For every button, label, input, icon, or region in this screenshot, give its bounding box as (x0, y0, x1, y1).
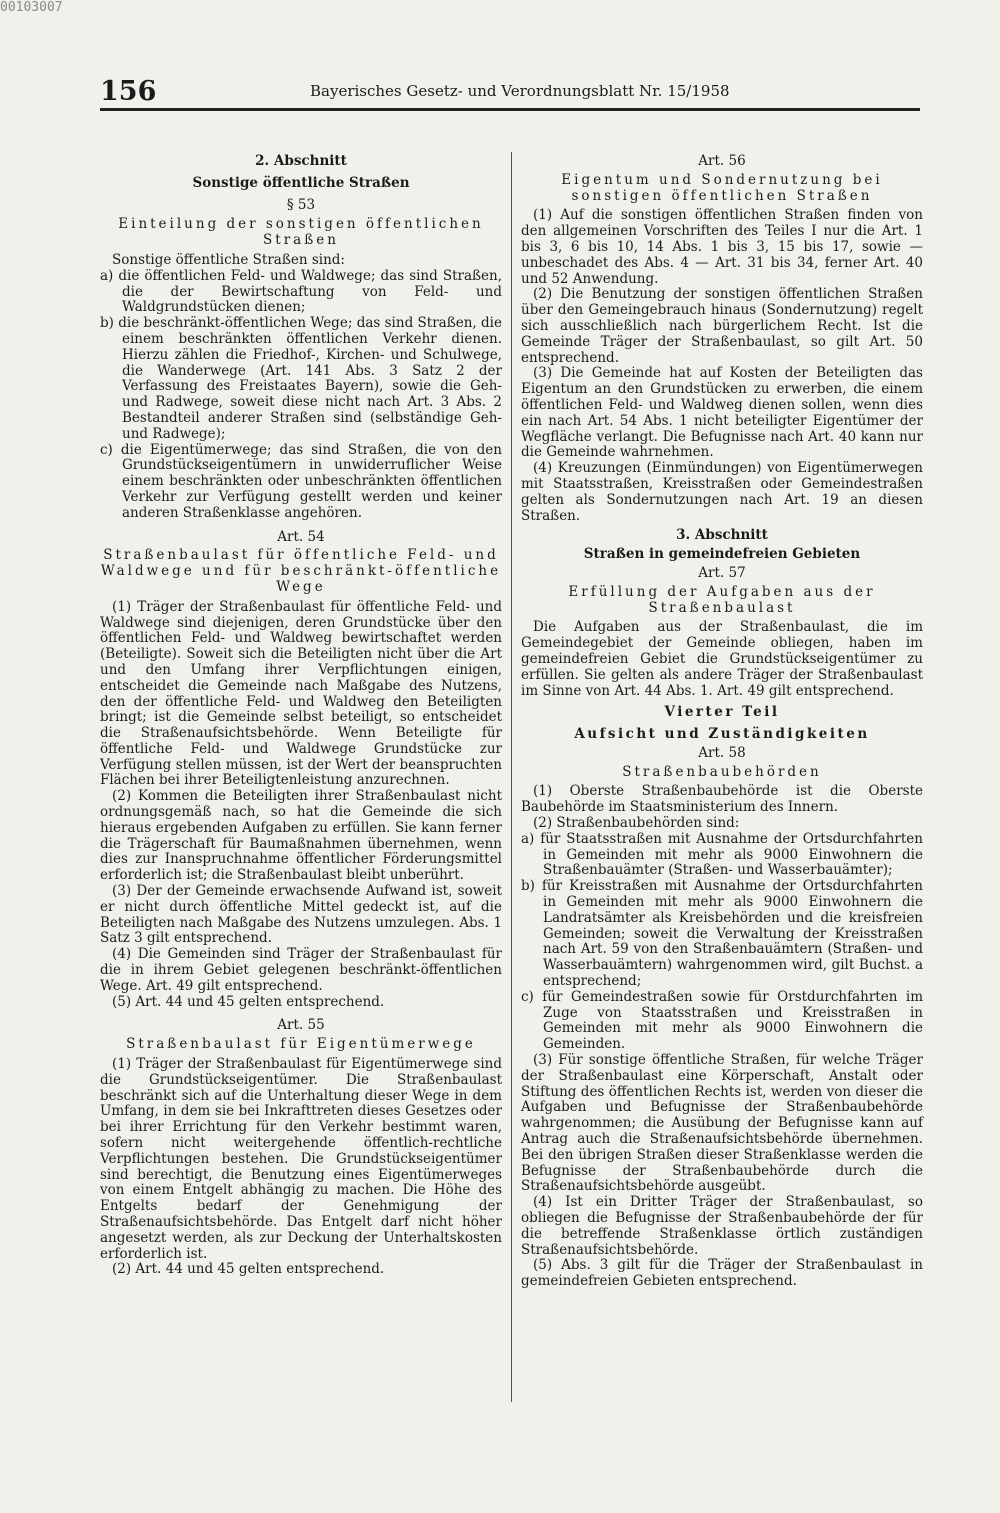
article-title: Straßenbaulast für Eigentümerwege (126, 1036, 476, 1053)
list-item: a) für Staatsstraßen mit Ausnahme der Ortsdurchfahrten in Gemeinden mit mehr als 9000 Einwohnern die Straßenbauämter (Straßen- und Wasserbauämter); (521, 830, 923, 879)
article-paragraph: (2) Straßenbaubehörden sind: (533, 815, 740, 832)
article-paragraph: (4) Ist ein Dritter Träger der Straßenbaulast, so obliegen die Befugnisse der Straßenbaubehörde der für die betreffende Straßenklasse örtlich zuständigen Straßenaufsichtsbehörde. (521, 1194, 923, 1258)
list-item: a) die öffentlichen Feld- und Waldwege; das sind Straßen, die der Bewirtschaftung von Feld- und Waldgrundstücken dienen; (100, 267, 502, 316)
article-paragraph: (5) Abs. 3 gilt für die Träger der Straßenbaulast in gemeindefreien Gebieten entsprechend. (521, 1257, 923, 1290)
article-paragraph: (4) Kreuzungen (Einmündungen) von Eigentümerwegen mit Staatsstraßen, Kreisstraßen oder Gemeindestraßen gelten als Sondernutzungen nach Art. 19 an diesen Straßen. (521, 460, 923, 524)
paragraph-title: Einteilung der sonstigen öffentlichen Straßen (118, 216, 484, 249)
article-title: Straßenbaulast für öffentliche Feld- und Waldwege und für beschränkt-öffentliche Wege (100, 547, 502, 595)
article-heading: Art. 57 (698, 564, 746, 581)
running-title: Bayerisches Gesetz- und Verordnungsblatt Nr. 15/1958 (310, 82, 730, 100)
page-number: 156 (100, 76, 157, 107)
article-paragraph: (1) Auf die sonstigen öffentlichen Straßen finden von den allgemeinen Vorschriften des Teiles I nur die Art. 1 bis 3, 6 bis 10, 14 Abs. 1 bis 3, 15 bis 17, sowie — unbeschadet des Abs. 4 — Art. 31 bis 34, ferner Art. 40 und 52 Anwendung. (521, 207, 923, 287)
article-heading: Art. 54 (277, 528, 325, 545)
left-column (100, 154, 502, 1278)
page-header (100, 76, 920, 111)
part-heading: Vierter Teil (664, 704, 780, 721)
article-paragraph: (2) Art. 44 und 45 gelten entsprechend. (112, 1261, 385, 1278)
section-title: Sonstige öffentliche Straßen (192, 174, 410, 191)
article-paragraph: (2) Die Benutzung der sonstigen öffentlichen Straßen über den Gemeingebrauch hinaus (Sondernutzung) regelt sich ausschließlich nach bürgerlichem Recht. Ist die Gemeinde Träger der Straßenbaulast, so gilt Art. 50 entsprechend. (521, 286, 923, 366)
article-heading: Art. 58 (698, 744, 746, 761)
article-paragraph: (1) Träger der Straßenbaulast für öffentliche Feld- und Waldwege sind diejenigen, deren Grundstücke über den öffentlichen Feld- und Waldweg bewirtschaftet werden (Beteiligte). Soweit sich die Beteiligten nicht über die Art und den Umfang ihrer Verpflichtungen einigen, entscheidet die Gemeinde nach Maßgabe des Nutzens, den der öffentliche Feld- und Waldweg den Beteiligten bringt; ist die Gemeinde selbst beteiligt, so entscheidet die Straßenaufsichtsbehörde. Wenn Beteiligte für öffentliche Feld- und Waldwege Grundstücke zur Verfügung stellen müssen, ist der Wert der beanspruchten Flächen bei ihrer Beteiligtenleistung anzurechnen. (100, 598, 502, 789)
column-divider (511, 152, 512, 1402)
paragraph-number: § 53 (286, 196, 316, 213)
intro-text: Sonstige öffentliche Straßen sind: (112, 251, 345, 268)
article-paragraph: (1) Träger der Straßenbaulast für Eigentümerwege sind die Grundstückseigentümer. Die Straßenbaulast beschränkt sich auf die Unterhaltung dieser Wege in dem Umfang, in dem sie bei Inkrafttreten dieses Gesetzes oder bei ihrer Errichtung für den Verkehr bestimmt waren, sofern nicht weitergehende öffentlich-rechtliche Verpflichtungen bestehen. Die Grundstückseigentümer sind berechtigt, die Benutzung eines Eigentümerweges von einem Entgelt abhängig zu machen. Die Höhe des Entgelts bedarf der Genehmigung der Straßenaufsichtsbehörde. Das Entgelt darf nicht höher angesetzt werden, als zur Deckung der Unterhaltskosten erforderlich ist. (100, 1056, 502, 1262)
section-heading: 2. Abschnitt (255, 153, 347, 169)
article-heading: Art. 55 (277, 1017, 325, 1034)
article-paragraph: (3) Für sonstige öffentliche Straßen, für welche Träger der Straßenbaulast eine Körperschaft, Anstalt oder Stiftung des öffentlichen Rechts ist, werden von dieser die Aufgaben und Befugnisse der Straßenbaubehörde wahrgenommen; die Ausübung der Befugnisse kann auf Antrag auch die Straßenaufsichtsbehörde übernehmen. Bei den übrigen Straßen dieser Straßenklasse werden die Befugnisse der Straßenbaubehörde durch die Straßenaufsichtsbehörde ausgeübt. (521, 1052, 923, 1195)
article-paragraph: (3) Der der Gemeinde erwachsende Aufwand ist, soweit er nicht durch öffentliche Mittel gedeckt ist, auf die Beteiligten nach Maßgabe des Nutzens umzulegen. Abs. 1 Satz 3 gilt entsprechend. (100, 883, 502, 947)
article-heading: Art. 56 (698, 153, 746, 169)
article-paragraph: Die Aufgaben aus der Straßenbaulast, die im Gemeindegebiet der Gemeinde obliegen, haben im gemeindefreien Gebiet die Grundstückseigentümer zu erfüllen. Sie gelten als andere Träger der Straßenbaulast im Sinne von Art. 44 Abs. 1. Art. 49 gilt entsprechend. (521, 619, 923, 699)
article-paragraph: (3) Die Gemeinde hat auf Kosten der Beteiligten das Eigentum an den Grundstücken zu erwerben, die einem öffentlichen Feld- und Waldweg dienen sollen, wenn dies ein nach Art. 54 Abs. 1 nicht beteiligter Eigentümer der Wegfläche verlangt. Die Befugnisse nach Art. 40 kann nur die Gemeinde wahrnehmen. (521, 365, 923, 461)
section-heading: 3. Abschnitt (676, 527, 768, 544)
article-title: Straßenbaubehörden (622, 763, 822, 780)
article-paragraph: (2) Kommen die Beteiligten ihrer Straßenbaulast nicht ordnungsgemäß nach, so hat die Gemeinde die sich hieraus ergebenden Aufgaben zu erfüllen. Sie kann ferner die Trägerschaft für Baumaßnahmen übernehmen, wenn dies zur Inanspruchnahme öffentlicher Förderungsmittel erforderlich ist; die Straßenbaulast bleibt unberührt. (100, 788, 502, 884)
article-paragraph: (5) Art. 44 und 45 gelten entsprechend. (112, 993, 385, 1010)
article-paragraph: (1) Oberste Straßenbaubehörde ist die Oberste Baubehörde im Staatsministerium des Innern. (521, 783, 923, 816)
list-item: c) für Gemeindestraßen sowie für Orstdurchfahrten im Zuge von Staatsstraßen und Kreisstraßen in Gemeinden mit mehr als 9000 Einwohnern die Gemeinden. (521, 988, 923, 1053)
list-item: b) für Kreisstraßen mit Ausnahme der Ortsdurchfahrten in Gemeinden mit mehr als 9000 Einwohnern die Landratsämter als Kreisbehörden und die kreisfreien Gemeinden; soweit die Verwaltung der Kreisstraßen nach Art. 59 von den Straßenbauämtern (Straßen- und Wasserbauämtern) wahrgenommen wird, gilt Buchst. a entsprechend; (521, 878, 923, 990)
scan-id: 00103007 (0, 0, 63, 15)
section-title: Straßen in gemeindefreien Gebieten (583, 546, 861, 563)
list-item: c) die Eigentümerwege; das sind Straßen, die von den Grundstückseigentümern in unwiderruflicher Weise einem beschränkten oder unbeschränkten öffentlichen Verkehr zur Verfügung gestellt werden und keiner anderen Straßenklasse angehören. (100, 441, 502, 521)
right-column (521, 154, 923, 1290)
part-title: Aufsicht und Zuständigkeiten (574, 726, 870, 743)
article-title: Eigentum und Sondernutzung bei sonstigen öffentlichen Straßen (561, 171, 883, 204)
list-item: b) die beschränkt-öffentlichen Wege; das sind Straßen, die einem beschränkten öffentlichen Verkehr dienen. Hierzu zählen die Friedhof-, Kirchen- und Schulwege, die Wanderwege (Art. 141 Abs. 3 Satz 2 der Verfassung des Freistaates Bayern), sowie die Geh- und Radwege, soweit diese nicht nach Art. 3 Abs. 2 Bestandteil anderer Straßen sind (selbständige Geh- und Radwege); (100, 315, 502, 442)
article-paragraph: (4) Die Gemeinden sind Träger der Straßenbaulast für die in ihrem Gebiet gelegenen beschränkt-öffentlichen Wege. Art. 49 gilt entsprechend. (100, 946, 502, 994)
article-title: Erfüllung der Aufgaben aus der Straßenbaulast (568, 583, 876, 616)
